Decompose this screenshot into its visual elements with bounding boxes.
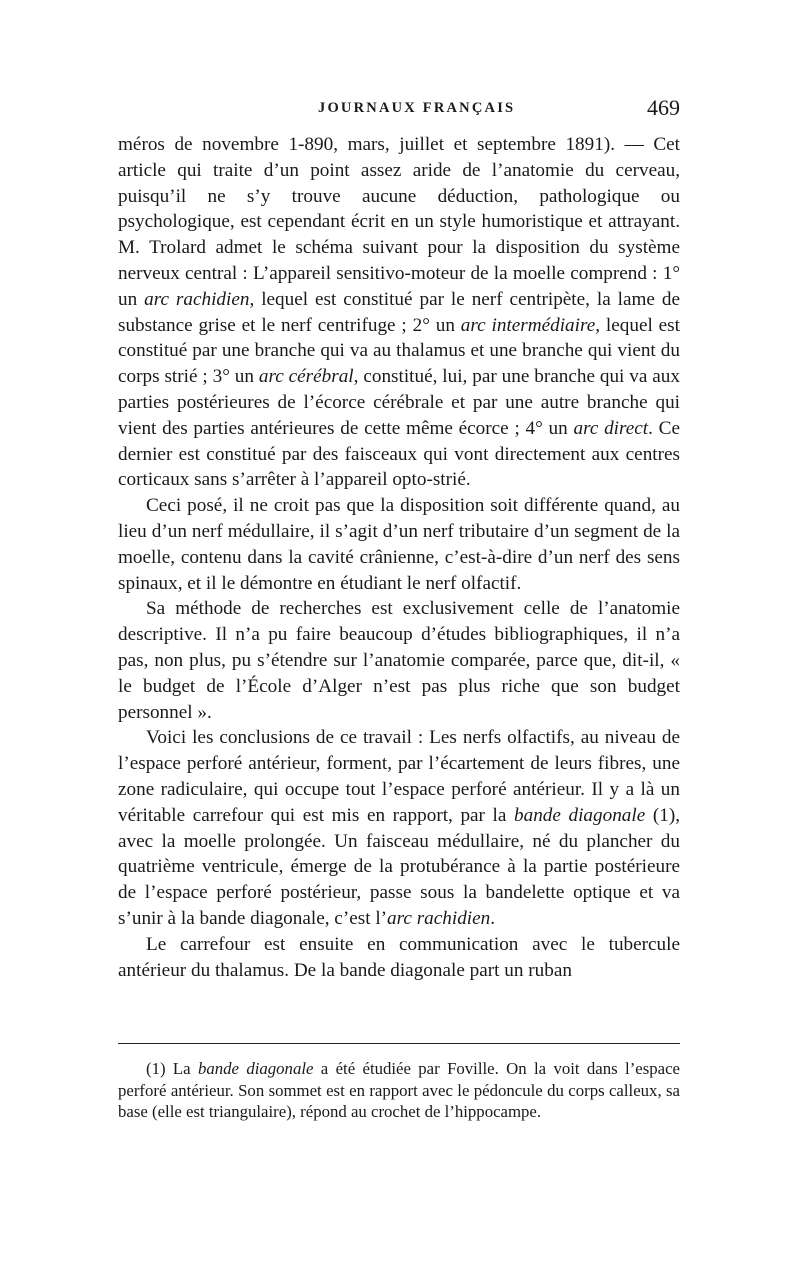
footnote [118,1058,680,1123]
text-run: méros de novembre 1-890, mars, juillet et septembre 1891). — Cet article qui traite d’un point assez aride de l’anatomie du cerveau, puisqu’il ne s’y trouve aucune déduction, pathologique ou psychologique, est cependant écrit en un style humoristique et attrayant. M. Trolard admet le schéma suivant pour la disposition du système nerveux central : L’appareil sensitivo-moteur de la moelle comprend : 1° un [118,134,680,310]
running-head: JOURNAUX FRANÇAIS [318,100,516,116]
footnote-paragraph [118,1058,680,1123]
text-run: . Ce dernier est constitué par des faisceaux qui vont directement aux centres corticaux sans s’arrêter à l’appareil opto-strié. [118,417,680,491]
italic-term: bande diagonale [514,804,646,826]
text-run: , constitué, lui, par une branche qui va aux parties postérieures de l’écorce cérébrale et par une autre branche qui vient des parties antérieures de cette même écorce ; 4° un [118,366,680,439]
text-run: Le carrefour est ensuite en communication avec le tubercule antérieur du thalamus. De la bande diagonale part un ruban [118,933,680,981]
italic-term: arc rachidien [387,907,491,929]
italic-term: arc cérébral [258,366,354,388]
page-number: 469 [647,95,680,120]
text-run: , lequel est constitué par le nerf centripète, la lame de substance grise et le nerf centrifuge ; 2° un [118,288,680,336]
text-run: . [490,907,496,929]
paragraph [118,596,680,725]
italic-term: bande diagonale [197,1059,314,1078]
italic-term: arc intermédiaire [460,314,596,336]
italic-term: arc direct [573,417,649,439]
footnote-rule [118,1043,680,1044]
text-run: (1), avec la moelle prolongée. Un faisceau médullaire, né du plancher du quatrième ventricule, émerge de la protubérance à la partie postérieure de l’espace perforé postérieur, passe sous la bandelette optique et va s’unir à la bande diagonale, c’est l’ [118,804,680,929]
paragraph [118,932,680,984]
text-run: (1) La [146,1059,198,1078]
text-run: , lequel est constitué par une branche qui va au thalamus et une branche qui vient du corps strié ; 3° un [118,314,680,388]
paragraph [118,725,680,931]
text-run: Sa méthode de recherches est exclusivement celle de l’anatomie descriptive. Il n’a pu faire beaucoup d’études bibliographiques, il n’a pas, non plus, pu s’étendre sur l’anatomie comparée, parce que, dit-il, « le budget de l’École d’Alger n’est pas plus riche que son budget personnel ». [118,598,680,723]
italic-term: arc rachidien [144,288,250,310]
body-text [118,132,680,983]
paragraph [118,132,680,493]
text-run: a été étudiée par Foville. On la voit dans l’espace perforé antérieur. Son sommet est en rapport avec le pédoncule du corps calleux, sa base (elle est triangulaire), répond au crochet de l’hippocampe. [118,1059,680,1121]
page-header [118,95,680,128]
paragraph [118,493,680,596]
text-run: Voici les conclusions de ce travail : Les nerfs olfactifs, au niveau de l’espace perforé antérieur, forment, par l’écartement de leurs fibres, une zone radiculaire, qui occupe tout l’espace perforé antérieur. Il y a là un véritable carrefour qui est mis en rapport, par la [118,727,680,826]
text-run: Ceci posé, il ne croit pas que la disposition soit différente quand, au lieu d’un nerf médullaire, il s’agit d’un nerf tributaire d’un segment de la moelle, contenu dans la cavité crânienne, c’est-à-dire d’un nerf des sens spinaux, et il le démontre en étudiant le nerf olfactif. [118,495,680,594]
